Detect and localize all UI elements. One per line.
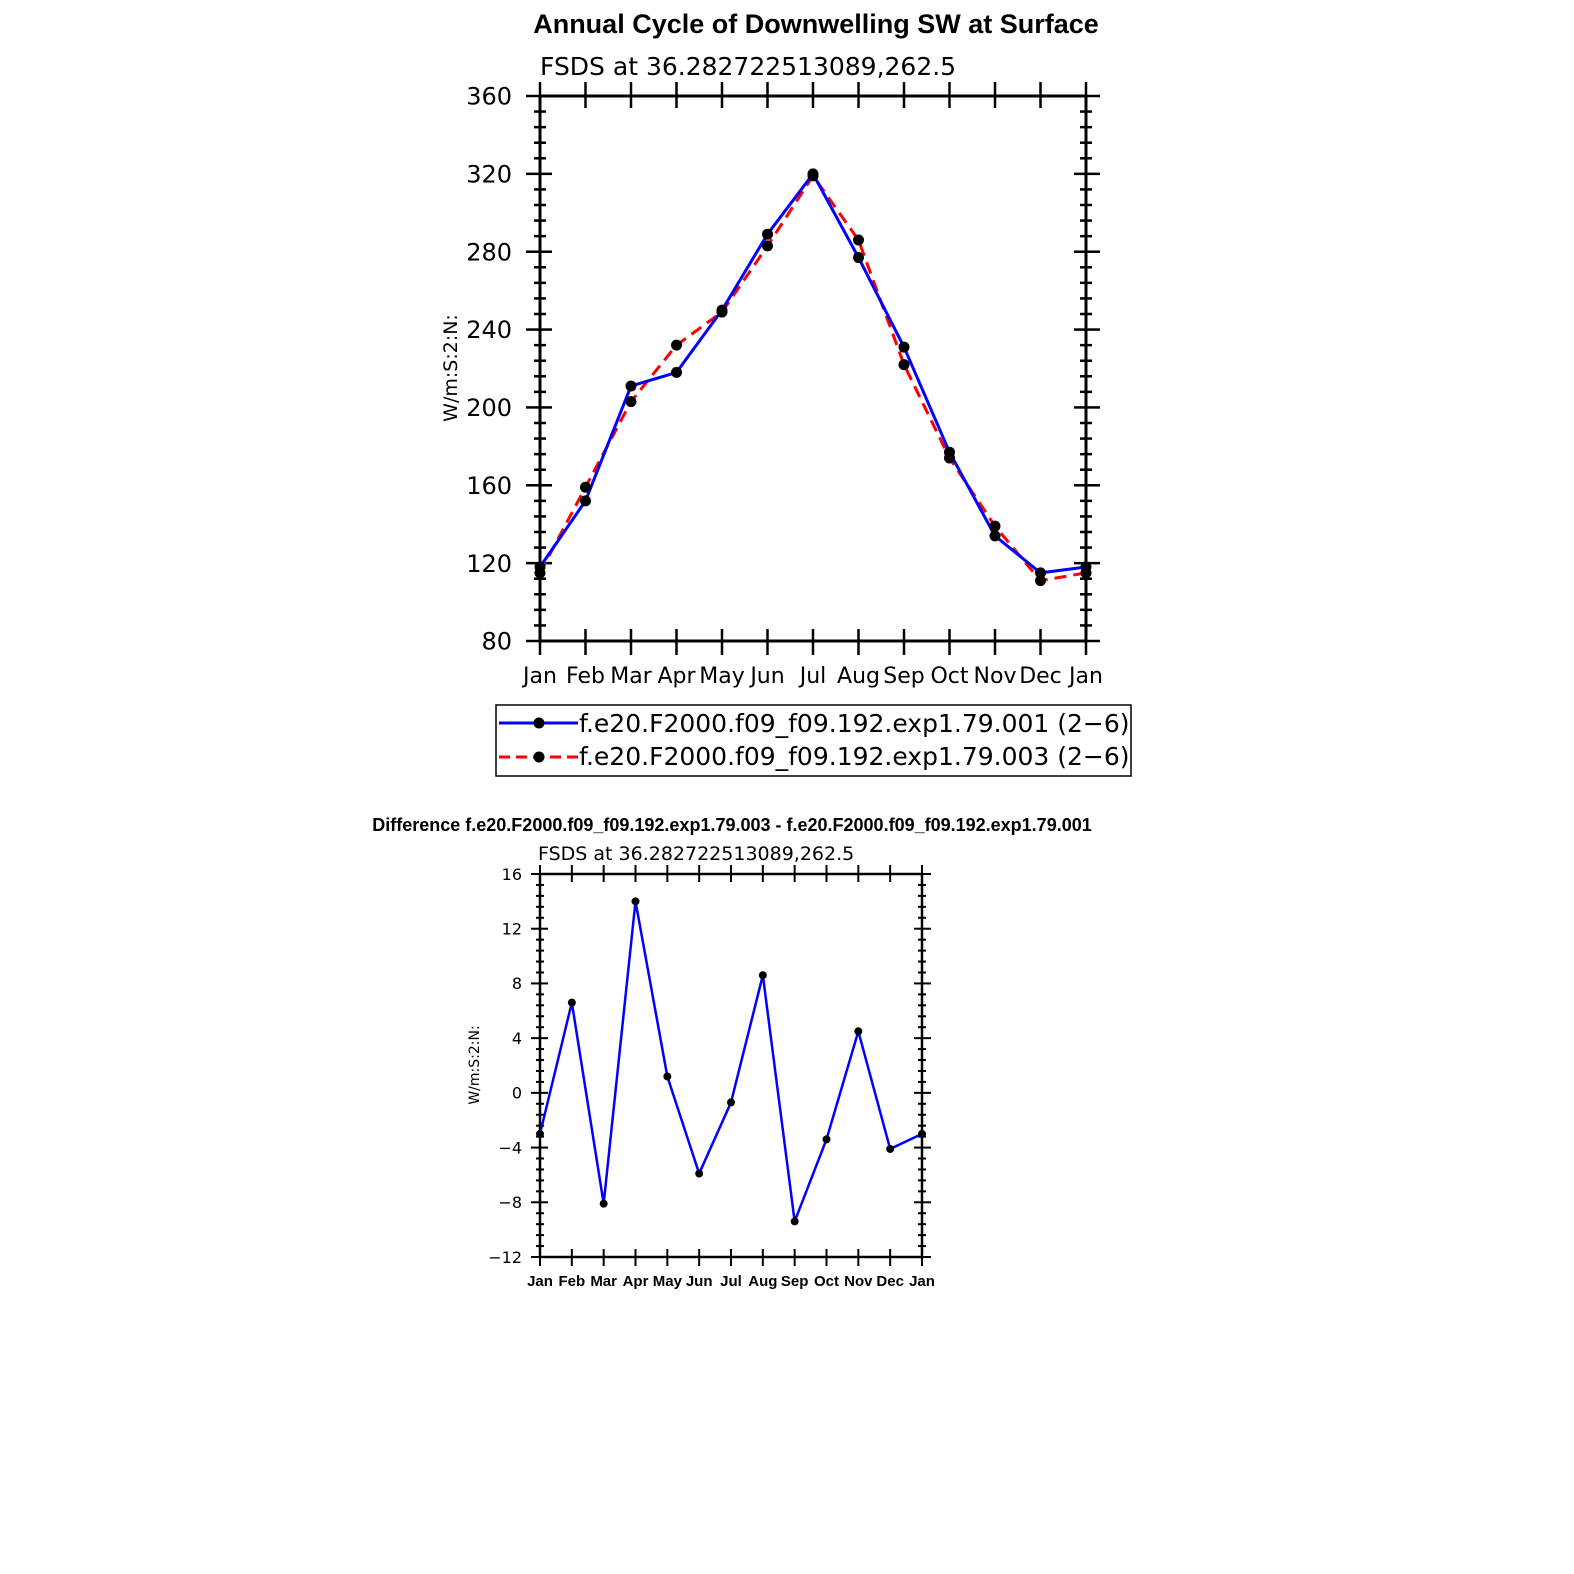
x-tick-label: Nov (973, 664, 1017, 689)
data-point (600, 1200, 608, 1208)
x-tick-label: Feb (558, 1273, 586, 1290)
legend-entry-2 (499, 742, 1130, 771)
data-point (823, 1135, 831, 1143)
data-point (626, 381, 637, 392)
x-tick-label: Jun (750, 664, 785, 689)
x-tick-label: Mar (590, 1273, 618, 1290)
chart-subtitle: FSDS at 36.282722513089,262.5 (540, 52, 957, 81)
y-tick-labels (488, 865, 522, 1267)
data-point (671, 367, 682, 378)
y-tick-label: 160 (466, 471, 512, 500)
data-point (580, 495, 591, 506)
x-tick-label: Jul (799, 664, 827, 689)
data-point (886, 1145, 894, 1153)
data-point (990, 530, 1001, 541)
y-tick-label: 240 (466, 316, 512, 345)
x-tick-label: Aug (837, 664, 880, 689)
axis-ticks (531, 865, 931, 1266)
x-tick-label: May (652, 1273, 682, 1290)
data-point (580, 482, 591, 493)
legend-entry-1 (499, 709, 1130, 738)
data-point (671, 340, 682, 351)
data-point (990, 521, 1001, 532)
x-tick-label: Jan (527, 1273, 553, 1290)
x-tick-label: Sep (883, 664, 925, 689)
x-tick-labels (527, 1273, 935, 1290)
x-tick-label: Dec (1019, 664, 1062, 689)
y-axis-label: W/m:S:2:N: (440, 314, 462, 422)
x-tick-label: Nov (844, 1273, 873, 1290)
x-tick-label: Apr (657, 664, 696, 689)
x-tick-label: Jan (523, 664, 557, 689)
x-tick-label: Oct (813, 1273, 840, 1290)
y-tick-label: 200 (466, 394, 512, 423)
data-point (944, 453, 955, 464)
axis-ticks (526, 82, 1100, 655)
data-point (1035, 575, 1046, 586)
legend-label-2: f.e20.F2000.f09_f09.192.exp1.79.003 (2−6) (579, 742, 1130, 771)
legend-marker (534, 718, 545, 729)
data-point (717, 307, 728, 318)
chart-subtitle: FSDS at 36.282722513089,262.5 (538, 843, 855, 865)
data-point (695, 1170, 703, 1178)
x-tick-label: Feb (566, 664, 605, 689)
x-tick-label: Apr (622, 1273, 649, 1290)
y-tick-label: 0 (511, 1083, 522, 1103)
y-tick-label: −8 (498, 1193, 522, 1213)
y-tick-label: −12 (488, 1247, 522, 1267)
data-point (568, 999, 576, 1007)
y-tick-label: 280 (466, 238, 512, 267)
data-point (727, 1098, 735, 1106)
data-point (759, 971, 767, 979)
data-point (899, 342, 910, 353)
legend-marker (534, 752, 545, 763)
plot-series (536, 897, 926, 1225)
y-tick-label: 8 (511, 974, 522, 994)
series-line-2 (540, 176, 1086, 581)
data-point (663, 1072, 671, 1080)
y-tick-label: 360 (466, 82, 512, 111)
series-line-1 (540, 901, 922, 1221)
legend-label-1: f.e20.F2000.f09_f09.192.exp1.79.001 (2−6) (579, 709, 1130, 738)
chart-title: Annual Cycle of Downwelling SW at Surface (533, 9, 1099, 39)
difference-chart (372, 815, 1091, 1290)
plot-series (535, 168, 1092, 586)
x-tick-label: Jun (685, 1273, 713, 1290)
data-point (762, 240, 773, 251)
x-tick-label: Oct (930, 664, 969, 689)
data-point (853, 252, 864, 263)
annual-cycle-chart (440, 9, 1131, 776)
data-point (762, 229, 773, 240)
y-tick-label: 320 (466, 160, 512, 189)
data-point (808, 170, 819, 181)
data-point (854, 1027, 862, 1035)
y-tick-label: −4 (498, 1138, 522, 1158)
data-point (791, 1217, 799, 1225)
data-point (899, 359, 910, 370)
series-line-1 (540, 174, 1086, 573)
y-tick-label: 12 (501, 919, 522, 939)
x-tick-label: Jan (1069, 664, 1103, 689)
x-tick-label: Mar (610, 664, 652, 689)
x-tick-labels (521, 664, 1103, 689)
y-tick-label: 80 (481, 627, 512, 656)
data-point (632, 897, 640, 905)
y-tick-label: 4 (511, 1028, 522, 1048)
data-point (626, 396, 637, 407)
x-tick-label: Sep (780, 1273, 809, 1290)
x-tick-label: Jul (720, 1273, 742, 1290)
x-tick-label: May (699, 664, 745, 689)
y-tick-labels (466, 83, 512, 656)
y-axis-label: W/m:S:2:N: (467, 1025, 483, 1105)
x-tick-label: Aug (748, 1273, 778, 1290)
chart-title: Difference f.e20.F2000.f09_f09.192.exp1.79.003 - f.e20.F2000.f09_f09.192.exp1.79.001 (372, 815, 1092, 835)
y-tick-label: 16 (501, 864, 522, 884)
x-tick-label: Dec (876, 1273, 904, 1290)
data-point (853, 235, 864, 246)
x-tick-label: Jan (909, 1273, 935, 1290)
legend (496, 705, 1131, 776)
plot-frame (540, 874, 922, 1257)
y-tick-label: 120 (466, 549, 512, 578)
